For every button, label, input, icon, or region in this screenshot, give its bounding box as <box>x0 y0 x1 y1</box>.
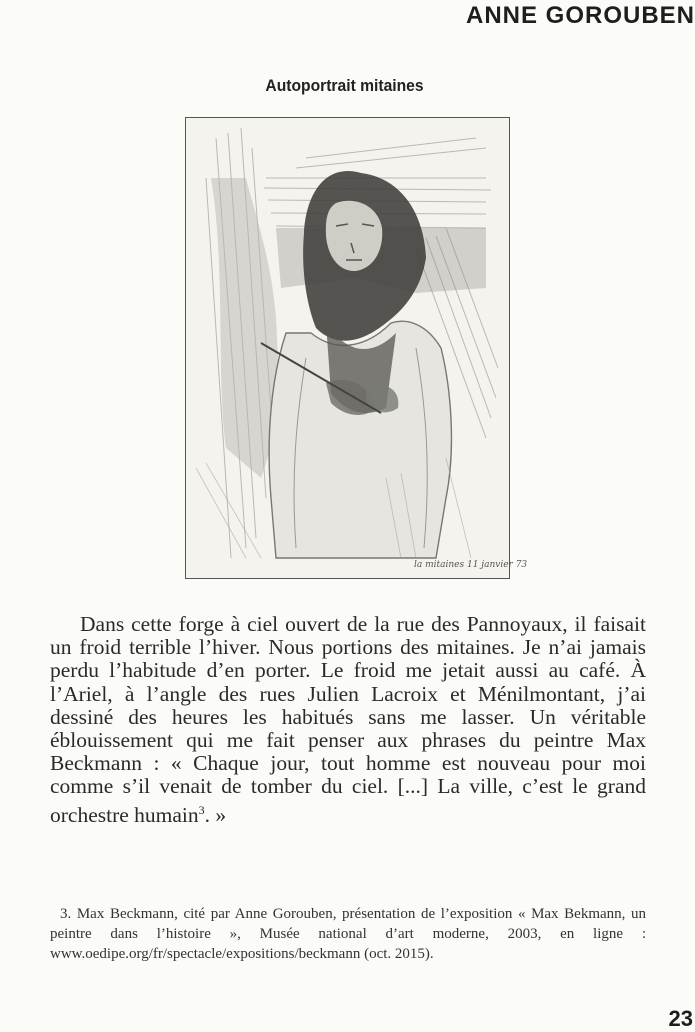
footnote-3: 3. Max Beckmann, cité par Anne Gorouben, présentation de l’exposition « Max Bekmann, un peintre dans l’histoire », Musée national d’art moderne, 2003, en ligne : www.oedipe.org/fr/spectacle/expositions/beckmann (oct. 2015). <box>50 906 646 962</box>
artist-signature: la mitaines 11 janvier 73 <box>414 560 528 570</box>
body-paragraph-end: . » <box>204 802 227 827</box>
figure-caption: Autoportrait mitaines <box>265 76 424 95</box>
page-number: 23 <box>668 1006 693 1031</box>
body-paragraph <box>50 613 646 827</box>
portrait-drawing <box>186 118 528 577</box>
figure-frame <box>185 117 528 579</box>
footnote-reference: 3 <box>198 802 205 817</box>
running-head: ANNE GOROUBEN <box>465 2 695 29</box>
body-paragraph-text: Dans cette forge à ciel ouvert de la rue des Pannoyaux, il faisait un froid terrible l’hiver. Nous portions des mitaines. Je n’ai jamais perdu l’habitude d’en porter. Le froid me jetait aussi au café. À l’Ariel, à l’angle des rues Julien Lacroix et Ménilmontant, j’ai dessiné des heures les habitués sans me lasser. Un véritable éblouissement qui me fait penser aux phrases du peintre Max Beckmann : « Chaque jour, tout homme est nouveau pour moi comme s’il venait de tomber du ciel. [...] La ville, c’est le grand orchestre humain <box>50 612 646 827</box>
